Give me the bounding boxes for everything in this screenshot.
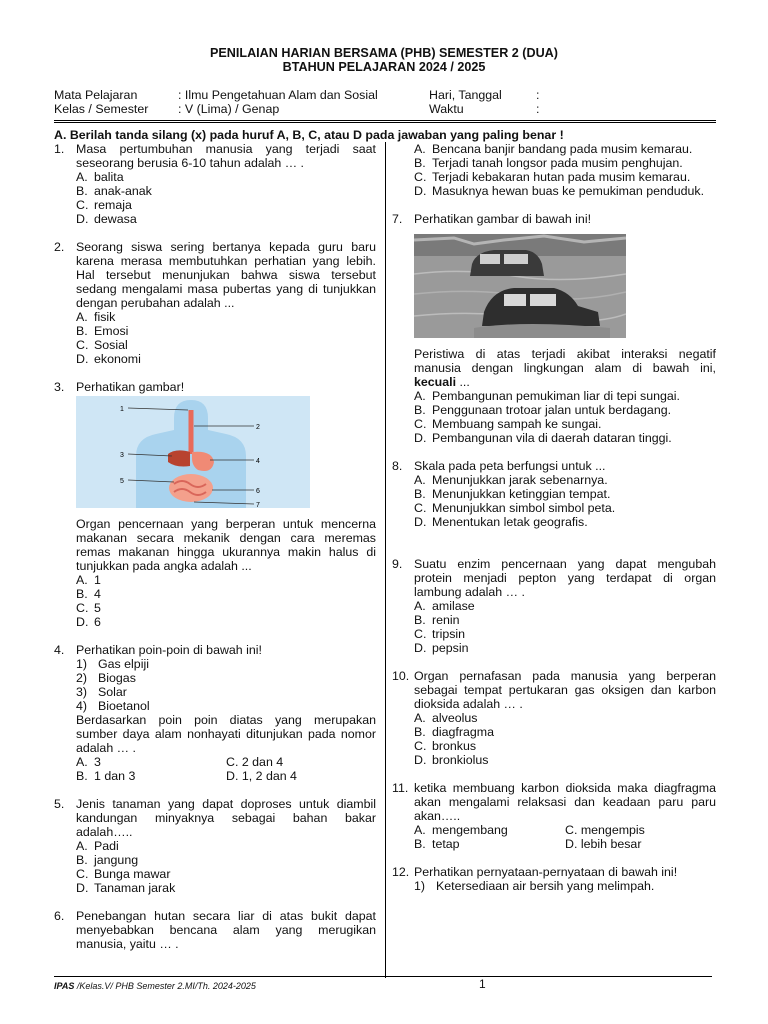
instruction: A. Berilah tanda silang (x) pada huruf A, B, C, atau D pada jawaban yang paling benar ! [54,128,564,142]
time-label: Waktu [429,102,464,116]
option[interactable]: B. Terjadi tanah longsor pada musim penghujan. [414,156,683,170]
option[interactable]: C. tripsin [414,627,466,641]
question-11 [392,781,716,851]
digestive-system-illustration [76,396,310,508]
question-12 [392,865,716,893]
option[interactable]: A. Pembangunan pemukiman liar di tepi sungai. [414,389,680,403]
option[interactable]: B. 4 [76,587,101,601]
page-number: 1 [479,977,486,991]
option[interactable]: B. 1 dan 3 [76,769,136,783]
option[interactable]: B. jangung [76,853,139,867]
question-2 [54,240,376,366]
question-number: 6. [54,909,65,923]
column-divider [385,142,386,978]
question-text-2: Organ pencernaan yang berperan untuk mencerna makanan secara mekanik dengan cara meremas remas makanan hingga ukurannya makin halus di tunjukkan pada angka adalah ... [76,517,376,573]
flood-cars-illustration [414,234,626,338]
question-text-2: Berdasarkan poin poin diatas yang merupakan sumber daya alam nonhayati ditunjukan pada nomor adalah … . [76,713,376,755]
footer-rule [54,976,712,977]
option[interactable]: D. 1, 2 dan 4 [226,769,297,783]
question-text: Masa pertumbuhan manusia yang terjadi saat seseorang berusia 6-10 tahun adalah … . [76,142,376,170]
option[interactable]: C. Membuang sampah ke sungai. [414,417,602,431]
date-value: : [536,88,540,102]
option[interactable]: A. Padi [76,839,119,853]
option[interactable]: C. Sosial [76,338,128,352]
question-6-options [392,142,716,198]
question-text: Perhatikan poin-poin di bawah ini! [76,643,262,657]
option[interactable]: C. 5 [76,601,101,615]
option[interactable]: C. Menunjukkan simbol simbol peta. [414,501,616,515]
class-value: : V (Lima) / Genap [178,102,280,116]
footer-text: IPAS /Kelas.V/ PHB Semester 2.MI/Th. 2024-2025 [54,981,256,991]
option[interactable]: A. balita [76,170,124,184]
question-4 [54,643,376,783]
header-rule-double [54,122,716,123]
question-text: Seorang siswa sering bertanya kepada guru baru karena merasa membutuhkan perhatian yang lebih. Hal tersebut menunjukan bahwa siswa tersebut sedang mengalami masa pubertas yang di tunjukkan dengan perubahan adalah ... [76,240,376,310]
point-item: 3) Solar [76,685,127,699]
figure-label: 5 [120,478,124,485]
exam-title: PENILAIAN HARIAN BERSAMA (PHB) SEMESTER 2 (DUA) [210,46,558,60]
question-text: Jenis tanaman yang dapat doproses untuk diambil kandungan minyaknya sebagai bahan bakar adalah….. [76,797,376,839]
point-item: 4) Bioetanol [76,699,150,713]
point-item: 1) Gas elpiji [76,657,149,671]
right-column [392,142,716,907]
question-text: Penebangan hutan secara liar di atas bukit dapat menyebabkan bencana alam yang merugikan manusia, yaitu … . [76,909,376,951]
option[interactable]: A. Menunjukkan jarak sebenarnya. [414,473,608,487]
point-item: 2) Biogas [76,671,136,685]
option[interactable]: D. dewasa [76,212,137,226]
question-6 [54,909,376,951]
question-10 [392,669,716,767]
question-number: 9. [392,557,403,571]
subject-label: Mata Pelajaran [54,88,138,102]
option[interactable]: D. Masuknya hewan buas ke pemukiman penduduk. [414,184,705,198]
exam-year: BTAHUN PELAJARAN 2024 / 2025 [282,60,486,74]
option[interactable]: A. 1 [76,573,101,587]
figure-label: 2 [256,424,260,431]
question-text-2: Peristiwa di atas terjadi akibat interaksi negatif manusia dengan lingkungan alam di bawah ini, kecuali ... [414,347,716,389]
question-number: 2. [54,240,65,254]
option[interactable]: D. 6 [76,615,101,629]
question-text: Organ pernafasan pada manusia yang berperan sebagai tempat pertukaran gas oksigen dan karbon dioksida adalah … . [414,669,716,711]
option[interactable]: B. Penggunaan trotoar jalan untuk berdagang. [414,403,672,417]
class-label: Kelas / Semester [54,102,149,116]
question-text: Perhatikan pernyataan-pernyataan di bawah ini! [414,865,678,879]
question-text: Perhatikan gambar! [76,380,185,394]
figure-label: 1 [120,406,124,413]
question-9 [392,557,716,655]
question-8 [392,459,716,529]
question-1 [54,142,376,226]
option[interactable]: D. lebih besar [565,837,642,851]
question-number: 12. [392,865,410,879]
figure-label: 7 [256,502,260,508]
flood-photo [414,234,716,341]
option[interactable]: D. pepsin [414,641,469,655]
option[interactable]: B. anak-anak [76,184,152,198]
option[interactable]: D. Pembangunan vila di daerah dataran tinggi. [414,431,672,445]
option[interactable]: C. remaja [76,198,132,212]
option[interactable]: A. fisik [76,310,116,324]
header-rule [54,120,716,121]
question-text: Perhatikan gambar di bawah ini! [414,212,592,226]
question-text: Skala pada peta berfungsi untuk ... [414,459,606,473]
option[interactable]: C. Bunga mawar [76,867,171,881]
option[interactable]: B. tetap [414,837,460,851]
question-number: 3. [54,380,65,394]
question-7 [392,212,716,445]
option[interactable]: B. Emosi [76,324,129,338]
question-number: 4. [54,643,65,657]
option[interactable]: C. mengempis [565,823,645,837]
time-value: : [536,102,540,116]
question-text: ketika membuang karbon dioksida maka diagfragma akan mengalami relaksasi dan keadaan paru paru akan….. [414,781,716,823]
question-number: 11. [392,781,409,795]
option[interactable]: D. Tanaman jarak [76,881,176,895]
question-number: 1. [54,142,65,156]
option[interactable]: A. 3 [76,755,101,769]
figure-label: 4 [256,458,260,465]
subject-value: : Ilmu Pengetahuan Alam dan Sosial [178,88,378,102]
option[interactable]: D. bronkiolus [414,753,489,767]
question-text: Suatu enzim pencernaan yang dapat mengubah protein menjadi pepton yang terdapat di organ lambung adalah … . [414,557,716,599]
question-number: 8. [392,459,403,473]
question-number: 10. [392,669,410,683]
option[interactable]: D. ekonomi [76,352,141,366]
figure-label: 6 [256,488,260,495]
option[interactable]: A. mengembang [414,823,508,837]
option[interactable]: A. amilase [414,599,475,613]
option[interactable]: A. alveolus [414,711,478,725]
option[interactable]: B. diagfragma [414,725,494,739]
question-number: 5. [54,797,65,811]
left-column [54,142,376,965]
option[interactable]: B. renin [414,613,460,627]
point-item: 1) Ketersediaan air bersih yang melimpah. [414,879,655,893]
date-label: Hari, Tanggal [429,88,502,102]
question-number: 7. [392,212,403,226]
option[interactable]: A. Bencana banjir bandang pada musim kemarau. [414,142,693,156]
option[interactable]: D. Menentukan letak geografis. [414,515,588,529]
option[interactable]: C. 2 dan 4 [226,755,284,769]
option[interactable]: B. Menunjukkan ketinggian tempat. [414,487,611,501]
digestive-system-figure [76,396,376,511]
question-5 [54,797,376,895]
figure-label: 3 [120,452,124,459]
option[interactable]: C. bronkus [414,739,477,753]
question-3 [54,380,376,629]
option[interactable]: C. Terjadi kebakaran hutan pada musim kemarau. [414,170,691,184]
